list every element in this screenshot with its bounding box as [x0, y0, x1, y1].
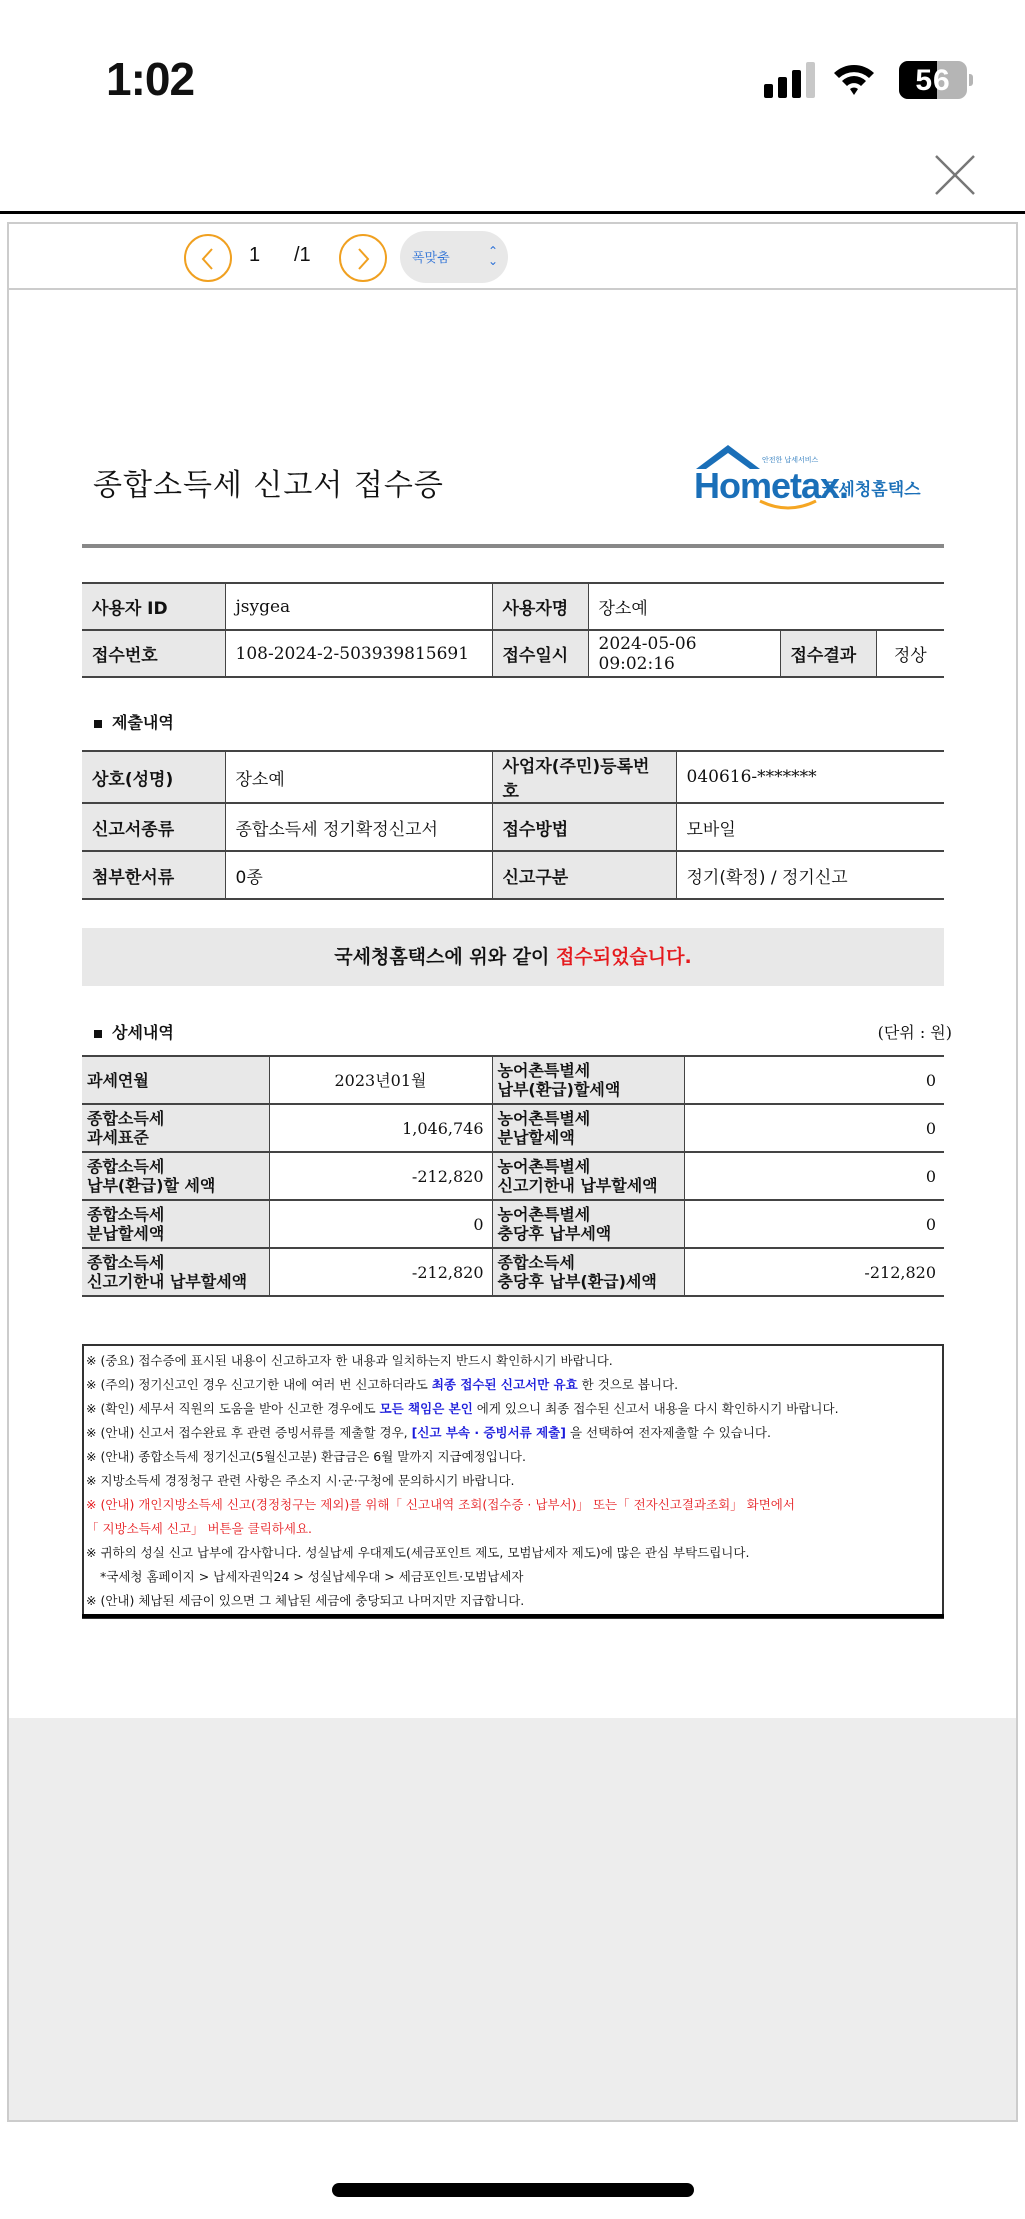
- trade-name-value: 장소예: [225, 751, 492, 803]
- table-row: [82, 851, 944, 899]
- square-bullet-icon: [94, 1030, 102, 1038]
- detail-label: [82, 1056, 269, 1104]
- detail-label-text: 농어촌특별세: [497, 1157, 591, 1176]
- receipt-confirmation-banner: [82, 928, 944, 986]
- detail-label-text: 농어촌특별세: [497, 1109, 591, 1128]
- wifi-icon: [832, 60, 876, 98]
- filing-category-label: 신고구분: [492, 851, 676, 899]
- details-section-title: [94, 1020, 174, 1043]
- detail-label: [492, 1056, 684, 1104]
- status-bar: [0, 0, 1025, 130]
- detail-label-text: 농어촌특별세: [497, 1061, 591, 1080]
- receipt-time-value: 2024-05-06 09:02:16: [588, 630, 780, 677]
- detail-label: [492, 1152, 684, 1200]
- clock: 1:02: [106, 53, 195, 105]
- table-row: [82, 751, 944, 803]
- detail-value: [684, 1152, 944, 1200]
- detail-label-text: 납부(환급)할 세액: [87, 1176, 216, 1195]
- detail-value: [269, 1248, 492, 1296]
- attachments-label: 첨부한서류: [82, 851, 225, 899]
- detail-value-text: 0: [925, 1070, 936, 1090]
- submission-section-label: 제출내역: [112, 713, 174, 732]
- table-row: [82, 1248, 944, 1296]
- detail-value-text: 0: [925, 1118, 936, 1138]
- table-row: [82, 1056, 944, 1104]
- details-table: [82, 1055, 944, 1297]
- detail-value-text: 0: [925, 1166, 936, 1186]
- detail-label-text: 농어촌특별세: [497, 1205, 591, 1224]
- current-page-input[interactable]: 1: [249, 244, 261, 266]
- receipt-time-label: 접수일시: [492, 630, 588, 677]
- detail-value: [269, 1200, 492, 1248]
- detail-label-text: 신고기한내 납부할세액: [87, 1272, 248, 1291]
- result-value: 정상: [876, 630, 944, 677]
- logo-korean: 국세청홈택스: [822, 480, 921, 500]
- table-row: [82, 583, 944, 630]
- trade-name-label: 상호(성명): [82, 751, 225, 803]
- return-type-value: 종합소득세 정기확정신고서: [225, 803, 492, 851]
- table-row: [82, 1104, 944, 1152]
- user-id-label: 사용자 ID: [82, 583, 225, 630]
- detail-label-text: 분납할세액: [497, 1128, 575, 1147]
- user-id-value: jsygea: [225, 583, 492, 630]
- details-section-label: 상세내역: [112, 1023, 174, 1042]
- detail-label: [82, 1200, 269, 1248]
- chevron-left-icon: [198, 247, 218, 271]
- detail-value-text: 0: [925, 1214, 936, 1234]
- detail-label: [492, 1248, 684, 1296]
- detail-label-text: 종합소득세: [87, 1157, 165, 1176]
- close-icon: [930, 150, 980, 200]
- submission-table: [82, 750, 944, 900]
- chevron-right-icon: [353, 247, 373, 271]
- unit-label: (단위 : 원): [877, 1023, 952, 1042]
- detail-value: [269, 1152, 492, 1200]
- detail-value-text: -212,820: [864, 1262, 936, 1282]
- next-page-button[interactable]: [339, 234, 387, 282]
- detail-value-text: -212,820: [411, 1262, 484, 1282]
- registration-no-label: 사업자(주민)등록번호: [492, 751, 676, 803]
- detail-value: [684, 1104, 944, 1152]
- total-pages: /1: [294, 244, 311, 266]
- detail-label-text: 종합소득세: [87, 1205, 165, 1224]
- title-divider: [82, 544, 944, 548]
- note-item-local-tax-cont: 「 지방소득세 신고」 버튼을 클릭하세요.: [86, 1521, 312, 1536]
- detail-label-text: 충당후 납부(환급)세액: [497, 1272, 657, 1291]
- registration-no-value: 040616-*******: [676, 751, 944, 803]
- detail-label-text: 납부(환급)할세액: [497, 1080, 621, 1099]
- detail-label-text: 종합소득세: [87, 1109, 165, 1128]
- table-row: [82, 630, 944, 677]
- note-item: ※ (주의) 정기신고인 경우 신고기한 내에 여러 번 신고하더라도 최종 접수된 신고서만 유효 한 것으로 봅니다.: [86, 1377, 679, 1392]
- detail-value: [684, 1056, 944, 1104]
- receipt-no-label: 접수번호: [82, 630, 225, 677]
- banner-text: 국세청홈택스에 위와 같이: [334, 946, 557, 968]
- receipt-info-table: [82, 582, 944, 678]
- detail-label: [82, 1104, 269, 1152]
- viewer-toolbar: [9, 224, 1016, 290]
- note-item: ※ 귀하의 성실 신고 납부에 감사합니다. 성실납세 우대제도(세금포인트 제도, 모범납세자 제도)에 많은 관심 부탁드립니다.: [86, 1545, 750, 1560]
- detail-label: [82, 1248, 269, 1296]
- viewer-empty-area: [9, 1718, 1016, 2120]
- receipt-no-value: 108-2024-2-503939815691: [225, 630, 492, 677]
- result-label: 접수결과: [780, 630, 876, 677]
- cellular-signal-icon: [764, 62, 816, 98]
- detail-value-text: 0: [473, 1214, 484, 1234]
- submission-section-title: [94, 710, 174, 733]
- detail-value-text: 2023년01월: [334, 1070, 427, 1090]
- detail-label: [492, 1200, 684, 1248]
- detail-value-text: -212,820: [411, 1166, 484, 1186]
- detail-value: [684, 1248, 944, 1296]
- note-item: ※ 지방소득세 경정청구 관련 사항은 주소지 시·군·구청에 문의하시기 바랍니다.: [86, 1473, 515, 1488]
- square-bullet-icon: [94, 720, 102, 728]
- battery-percent: 56: [915, 64, 951, 97]
- note-item: ※ (안내) 체납된 세금이 있으면 그 체납된 세금에 충당되고 나머지만 지급합니다.: [86, 1593, 525, 1608]
- detail-label: [82, 1152, 269, 1200]
- user-name-label: 사용자명: [492, 583, 588, 630]
- detail-label-text: 과세표준: [87, 1128, 149, 1147]
- detail-value: [269, 1056, 492, 1104]
- attachments-value: 0종: [225, 851, 492, 899]
- document-title: 종합소득세 신고서 접수증: [93, 468, 444, 503]
- receipt-method-value: 모바일: [676, 803, 944, 851]
- note-item-path: *국세청 홈페이지 > 납세자권익24 > 성실납세우대 > 세금포인트·모범납세자: [100, 1569, 524, 1584]
- detail-label-text: 신고기한내 납부할세액: [497, 1176, 658, 1195]
- note-item: ※ (안내) 신고서 접수완료 후 관련 증빙서류를 제출할 경우, [신고 부속 · 증빙서류 제출] 을 선택하여 전자제출할 수 있습니다.: [86, 1425, 771, 1440]
- table-row: [82, 1152, 944, 1200]
- document-page: [9, 292, 1016, 1720]
- note-item: ※ (중요) 접수증에 표시된 내용이 신고하고자 한 내용과 일치하는지 반드시 확인하시기 바랍니다.: [86, 1353, 613, 1368]
- header-divider: [0, 211, 1025, 214]
- detail-label-text: 종합소득세: [87, 1253, 165, 1272]
- hometax-logo: [694, 443, 934, 513]
- battery-tip: [969, 74, 973, 86]
- zoom-select-value: 폭맞춤: [412, 251, 450, 266]
- home-indicator[interactable]: [332, 2183, 694, 2197]
- detail-label: [492, 1104, 684, 1152]
- zoom-select[interactable]: [400, 231, 508, 283]
- detail-label-text: 충당후 납부세액: [497, 1224, 612, 1243]
- user-name-value: 장소예: [588, 583, 944, 630]
- select-arrows-icon: ⌃ ⌄: [488, 244, 499, 268]
- note-item: ※ (안내) 종합소득세 정기신고(5월신고분) 환급금은 6월 말까지 지급예정입니다.: [86, 1449, 526, 1464]
- bottom-divider: [82, 1614, 944, 1618]
- notes-box: [82, 1344, 944, 1619]
- prev-page-button[interactable]: [184, 234, 232, 282]
- note-item: ※ (확인) 세무서 직원의 도움을 받아 신고한 경우에도 모든 책임은 본인 에게 있으니 최종 접수된 신고서 내용을 다시 확인하시기 바랍니다.: [86, 1401, 839, 1416]
- detail-value: [269, 1104, 492, 1152]
- pdf-viewer: [7, 222, 1018, 2122]
- close-button[interactable]: [930, 150, 980, 200]
- detail-label-text: 종합소득세: [497, 1253, 575, 1272]
- logo-brand: Hometax.: [694, 465, 849, 506]
- detail-label-text: 분납할세액: [87, 1224, 165, 1243]
- return-type-label: 신고서종류: [82, 803, 225, 851]
- battery-icon: [899, 61, 967, 99]
- banner-highlight: 접수되었습니다.: [556, 946, 692, 968]
- detail-label-text: 과세연월: [87, 1070, 149, 1090]
- receipt-method-label: 접수방법: [492, 803, 676, 851]
- detail-value: [684, 1200, 944, 1248]
- table-row: [82, 1200, 944, 1248]
- smile-swoosh-icon: [758, 499, 818, 513]
- filing-category-value: 정기(확정) / 정기신고: [676, 851, 944, 899]
- table-row: [82, 803, 944, 851]
- detail-value-text: 1,046,746: [402, 1118, 484, 1138]
- note-item-local-tax: ※ (안내) 개인지방소득세 신고(경정청구는 제외)를 위해「 신고내역 조회(접수증 · 납부서)」 또는「 전자신고결과조회」 화면에서: [86, 1497, 795, 1512]
- logo-tagline: 안전한 납세서비스: [762, 456, 819, 464]
